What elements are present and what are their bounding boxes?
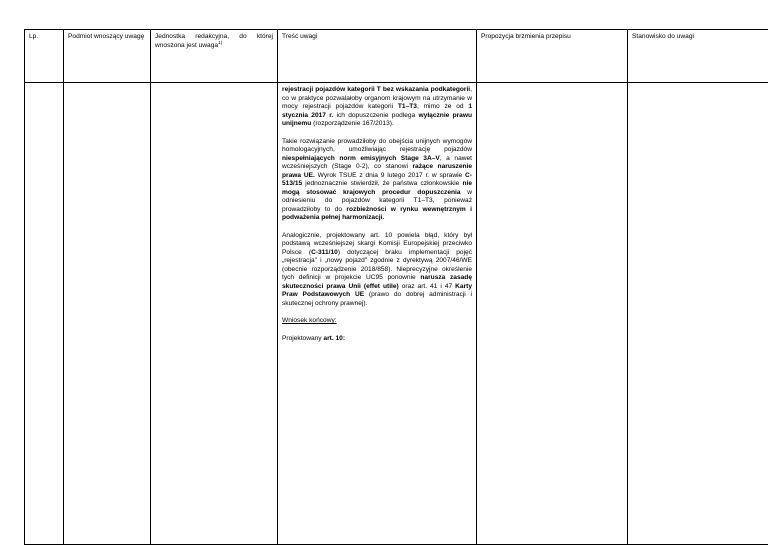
text-run-bold: T1–T3 [398,103,417,110]
column-header-tresc [278,30,477,83]
text-run-bold: C-513/15 [282,172,472,188]
text-run-bold: 1 stycznia 2017 r. [282,103,472,119]
text-run: oraz art. 41 i 47 [399,283,455,290]
table-header [25,30,768,83]
text-run: , a nawet wcześniejszych (Stage 0-2), co stanowi [282,155,472,171]
column-header-lp-label: Lp. [29,33,59,42]
column-header-jednostka-text: Jednostka redakcyjna, do której wnoszona jest uwaga [155,33,273,49]
text-run-bold: wyłącznie prawu unijnemu [282,112,472,128]
cell-stanowisko [628,83,768,545]
cell-tresc-uwagi [278,83,477,545]
table-row [25,83,768,545]
column-header-stanowisko-label: Stanowisko do uwagi [632,33,768,42]
text-run-bold: C-311/10 [311,249,338,256]
text-run: Wyrok TSUE z dnia 9 lutego 2017 r. w sprawie [315,172,465,179]
column-header-podmiot-label: Podmiot wnoszący uwagę [68,33,146,42]
comment-paragraph [282,232,472,309]
comment-paragraph [282,86,472,129]
text-run-bold: narusza zasadę skuteczności prawa Unii (effet utile) [282,274,472,290]
text-run: , mimo że od [417,103,468,110]
text-run: jednoznacznie stwierdził, że państwa członkowskie [302,180,462,187]
comment-paragraph [282,138,472,223]
text-run: ) dotyczącej braku implementacji pojęć „rejestracja" i „nowy pojazd" zgodnie z dyrektywą 2007/46/WE (obecnie rozporządzenie 2018/858). Nieprecyzyjne określenie tych definicji w projekcie UC95 ponownie [282,249,472,282]
column-header-jednostka-label [155,33,273,50]
cell-propozycja [477,83,628,545]
text-run: (prawo do dobrej administracji i skutecznej ochrony prawnej). [282,291,472,307]
column-header-podmiot [64,30,151,83]
column-header-stanowisko [628,30,768,83]
text-run-bold: niespełniających norm emisyjnych Stage 3A–V [282,155,440,162]
text-run-bold: rozbieżności w rynku wewnętrznym i podważenia pełnej harmonizacji. [282,206,472,222]
comment-text-content [282,86,472,343]
column-header-propozycja [477,30,628,83]
text-run-bold: Karty Praw Podstawowych UE [282,283,472,299]
text-run: ich dopuszczenie podlega [333,112,418,119]
text-run: , co w praktyce pozwalałoby organom krajowym na utrzymanie w mocy rejestracji pojazdów kategorii [282,86,472,110]
text-run: Takie rozwiązanie prowadziłoby do obejścia unijnych wymogów homologacyjnych, umożliwiając rejestrację pojazdów [282,138,472,154]
text-run-bold: art. 10: [323,335,345,342]
text-run: w odniesieniu do pojazdów kategorii T1–T3, ponieważ prowadziłoby to do [282,189,472,213]
table-body [25,83,768,545]
cell-jednostka [151,83,278,545]
comment-paragraph [282,317,472,326]
text-run-bold: rażące naruszenie prawa UE. [282,163,472,179]
text-run: Analogicznie, projektowany art. 10 powiela błąd, który był podstawą wcześniejszej skargi Komisji Europejskiej przeciwko Polsce ( [282,232,472,256]
comment-paragraph [282,335,472,344]
text-run-bold: nie mogą stosować krajowych procedur dopuszczenia [282,180,472,196]
column-header-tresc-label: Treść uwagi [282,33,472,42]
table-header-row [25,30,768,83]
column-header-lp [25,30,64,83]
column-header-jednostka [151,30,278,83]
cell-podmiot [64,83,151,545]
cell-lp [25,83,64,545]
text-run: (rozporządzenie 167/2013). [311,120,393,127]
column-header-jednostka-footnote-marker: 1) [218,40,222,45]
text-run-underline: Wniosek końcowy: [282,317,337,324]
column-header-propozycja-label: Propozycja brzmienia przepisu [481,33,623,42]
text-run: Projektowany [282,335,323,342]
comments-table [24,29,768,545]
text-run-bold: rejestracji pojazdów kategorii T bez wskazania podkategorii [282,86,470,93]
